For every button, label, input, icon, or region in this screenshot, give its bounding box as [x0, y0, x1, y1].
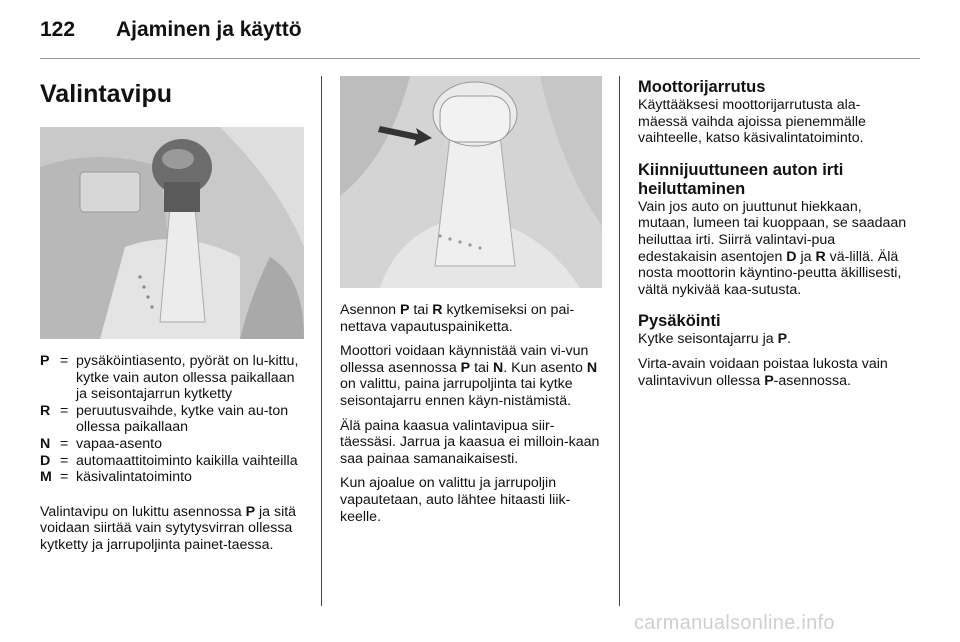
text-run: Moottori voidaan käynnistää vain vi-vun ollessa asennossa — [340, 343, 589, 376]
legend-text: pysäköintiasento, pyörät on lu-kittu, kytke vain auton ollessa paikallaan ja seisontajarrun kytketty — [76, 353, 299, 403]
section-title: Valintavipu — [40, 80, 172, 108]
legend-equals: = — [60, 435, 69, 452]
release-button-paragraph — [340, 302, 602, 335]
text-run: . Kun asento — [503, 359, 587, 376]
legend-row-d — [40, 453, 304, 470]
column-2 — [340, 72, 602, 525]
text-run: tai — [409, 302, 433, 318]
bold-gear-letter: R — [432, 302, 443, 318]
legend-key: D — [40, 452, 51, 469]
text-run: kytkemiseksi on pai-nettava vapautuspainiketta. — [340, 302, 575, 335]
page-number: 122 — [40, 18, 76, 41]
column-2-text — [340, 302, 602, 525]
bold-gear-letter: P — [399, 302, 410, 318]
text-run: . — [787, 331, 791, 348]
engine-braking-heading: Moottorijarrutus — [638, 78, 766, 96]
header-rule — [40, 58, 920, 59]
watermark: carmanualsonline.info — [634, 612, 835, 634]
bold-gear-letter: R — [815, 248, 826, 265]
legend-key: R — [40, 402, 51, 419]
key-removal-paragraph — [638, 356, 910, 389]
legend-equals: = — [60, 452, 69, 469]
release-button-photo — [340, 76, 602, 288]
legend-row-r — [40, 403, 304, 436]
legend-key: P — [40, 353, 50, 369]
text-run: vä-lillä. Älä nosta moottorin käyntino-peutta äkillisesti, vältä nykivää kaa-sutusta. — [638, 248, 902, 298]
column-1 — [40, 72, 304, 554]
text-run: ja sitä voidaan siirtää vain sytytysvirran ollessa kytketty ja jarrupoljinta painet-taessa. — [40, 503, 297, 553]
text-run: tai — [470, 359, 494, 376]
legend-row-n — [40, 436, 304, 453]
chapter-title: Ajaminen ja käyttö — [116, 18, 302, 41]
legend-key: N — [40, 435, 51, 452]
column-divider-1 — [321, 76, 322, 606]
legend-text: peruutusvaihde, kytke vain au-ton ollessa paikallaan — [76, 402, 289, 436]
text-run: Vain jos auto on juuttunut hiekkaan, mutaan, lumeen tai kuoppaan, se saadaan heiluttaa irti. Siirrä valintavi-pua edestakaisin asentojen — [638, 198, 907, 265]
text-run: Kytke seisontajarru ja — [638, 331, 778, 348]
engine-start-paragraph — [340, 343, 602, 409]
legend-key: M — [40, 469, 52, 486]
legend-text: käsivalintatoiminto — [76, 469, 192, 486]
lock-paragraph — [40, 504, 304, 554]
text-run: Asennon — [340, 302, 400, 318]
bold-gear-letter: D — [786, 248, 797, 265]
legend-text: vapaa-asento — [76, 435, 162, 452]
text-run: -asennossa. — [773, 372, 851, 389]
legend-equals: = — [60, 469, 69, 486]
gear-selector-photo — [40, 127, 304, 339]
legend-row-p — [40, 353, 304, 403]
column-3 — [638, 78, 910, 389]
text-run: Virta-avain voidaan poistaa lukosta vain valintavivun ollessa — [638, 355, 888, 389]
accelerator-warning-paragraph: Älä paina kaasua valintavipua siir-täessäsi. Jarrua ja kaasua ei milloin-kaan saa painaa samanaikaisesti. — [340, 417, 600, 467]
legend-text: automaattitoiminto kaikilla vaihteilla — [76, 452, 298, 469]
engine-braking-paragraph: Käyttääksesi moottorijarrutusta ala-mäessä vaihda ajoissa pienemmälle vaihteelle, katso käsivalintatoiminto. — [638, 97, 866, 147]
release-button-illustration — [340, 76, 602, 288]
bold-gear-letter: N — [586, 359, 598, 376]
rocking-paragraph — [638, 199, 910, 299]
parking-heading: Pysäköinti — [638, 312, 721, 331]
legend-equals: = — [60, 353, 69, 369]
column-divider-2 — [619, 76, 620, 606]
text-run: on valittu, paina jarrupoljinta tai kytke seisontajarru ennen käyn-nistämistä. — [340, 376, 573, 409]
gear-lever-illustration — [40, 127, 304, 339]
gear-positions-legend — [40, 353, 304, 486]
text-run: Valintavipu on lukittu asennossa — [40, 503, 246, 520]
text-run: ja — [796, 248, 816, 265]
rocking-heading: Kiinnijuuttuneen auton irti heiluttaminen — [638, 160, 844, 198]
page-header — [40, 18, 920, 58]
bold-gear-letter: P — [777, 331, 788, 348]
bold-gear-letter: P — [764, 372, 774, 389]
bold-gear-letter: P — [245, 503, 256, 520]
legend-row-m — [40, 469, 304, 486]
parking-paragraph — [638, 331, 910, 348]
bold-gear-letter: P — [460, 359, 471, 376]
legend-equals: = — [60, 402, 69, 419]
bold-gear-letter: N — [493, 359, 504, 376]
creep-paragraph: Kun ajoalue on valittu ja jarrupoljin vapautetaan, auto lähtee hitaasti liik-keelle. — [340, 475, 571, 525]
